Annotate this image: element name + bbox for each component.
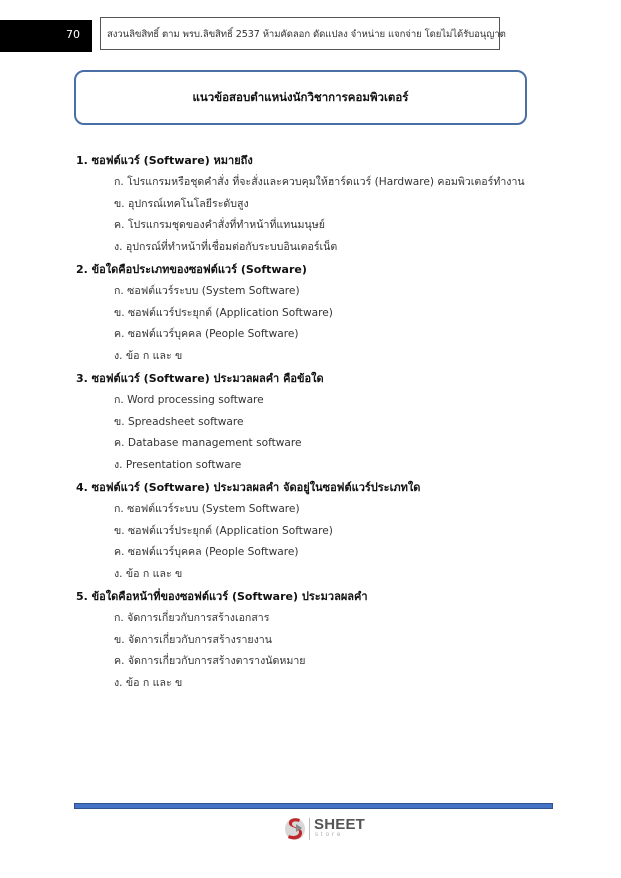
question-4 — [76, 477, 576, 586]
option: ง. ข้อ ก และ ข — [114, 350, 183, 363]
option: ค. จัดการเกี่ยวกับการสร้างตารางนัดหมาย — [114, 655, 306, 668]
title-box — [74, 70, 527, 125]
page-number: 70 — [66, 28, 80, 41]
option: ค. โปรแกรมชุดของคำสั่งที่ทำหน้าที่แทนมนุษย์ — [114, 219, 325, 232]
copyright-notice: สงวนลิขสิทธิ์ ตาม พรบ.ลิขสิทธิ์ 2537 ห้ามคัดลอก ดัดแปลง จำหน่าย แจกจ่าย โดยไม่ได้รับอนุญาต — [107, 29, 506, 40]
option: ข. Spreadsheet software — [114, 415, 244, 428]
question-text: 4. ซอฟต์แวร์ (Software) ประมวลผลคำ จัดอยู่ในซอฟต์แวร์ประเภทใด — [76, 480, 421, 494]
question-text: 3. ซอฟต์แวร์ (Software) ประมวลผลคำ คือข้อใด — [76, 371, 324, 385]
page-number-box — [0, 20, 92, 52]
question-2 — [76, 259, 576, 368]
option: ง. อุปกรณ์ที่ทำหน้าที่เชื่อมต่อกับระบบอินเตอร์เน็ต — [114, 241, 338, 254]
footer-divider — [74, 803, 553, 809]
question-text: 1. ซอฟต์แวร์ (Software) หมายถึง — [76, 154, 253, 167]
option: ค. ซอฟต์แวร์บุคคล (People Software) — [114, 328, 299, 341]
option: ก. ซอฟต์แวร์ระบบ (System Software) — [114, 284, 300, 297]
question-5 — [76, 586, 576, 695]
sheet-store-logo — [284, 815, 374, 843]
logo-s-icon — [284, 815, 306, 841]
option: ข. จัดการเกี่ยวกับการสร้างรายงาน — [114, 633, 272, 646]
question-list — [76, 150, 576, 695]
logo-separator — [309, 818, 310, 840]
page-title: แนวข้อสอบตำแหน่งนักวิชาการคอมพิวเตอร์ — [192, 90, 409, 104]
question-3 — [76, 368, 576, 477]
option: ข. ซอฟต์แวร์ประยุกต์ (Application Software) — [114, 524, 333, 537]
logo-subtext: store — [315, 832, 344, 838]
option: ก. Word processing software — [114, 393, 264, 406]
question-text: 5. ข้อใดคือหน้าที่ของซอฟต์แวร์ (Software) ประมวลผลคำ — [76, 589, 368, 603]
option: ค. Database management software — [114, 437, 302, 450]
option: ค. ซอฟต์แวร์บุคคล (People Software) — [114, 546, 299, 559]
question-1 — [76, 150, 576, 259]
option: ก. จัดการเกี่ยวกับการสร้างเอกสาร — [114, 611, 270, 624]
option: ข. อุปกรณ์เทคโนโลยีระดับสูง — [114, 197, 249, 210]
logo-wordmark: SHEET — [314, 816, 366, 833]
option: ข. ซอฟต์แวร์ประยุกต์ (Application Software) — [114, 306, 333, 319]
option: ง. Presentation software — [114, 459, 242, 472]
question-text: 2. ข้อใดคือประเภทของซอฟต์แวร์ (Software) — [76, 262, 307, 276]
option: ก. ซอฟต์แวร์ระบบ (System Software) — [114, 502, 300, 515]
option: ก. โปรแกรมหรือชุดคำสั่ง ที่จะสั่งและควบคุมให้ฮาร์ดแวร์ (Hardware) คอมพิวเตอร์ทำงาน — [114, 175, 525, 188]
option: ง. ข้อ ก และ ข — [114, 568, 183, 581]
option: ง. ข้อ ก และ ข — [114, 677, 183, 690]
copyright-notice-box — [100, 17, 506, 50]
